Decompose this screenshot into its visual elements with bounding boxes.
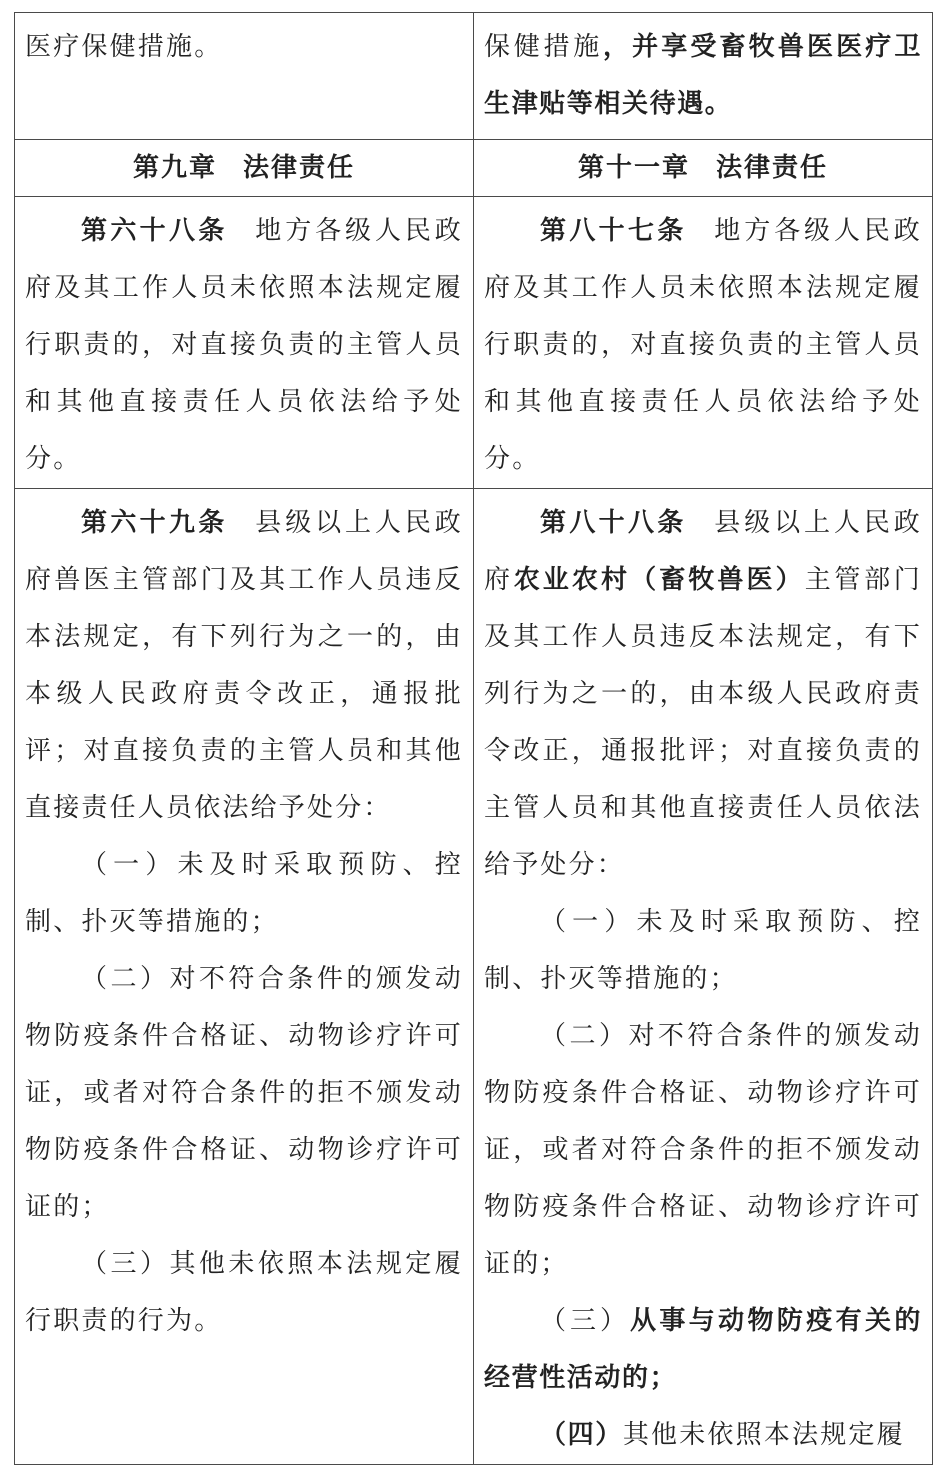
old-chapter-number: 第九章 <box>132 153 217 183</box>
article-number: 第八十七条 <box>540 216 687 246</box>
table-row <box>15 140 933 197</box>
amended-text: 从事与动物防疫有关的经营性活动的； <box>484 1306 922 1393</box>
list-item: （二）对不符合条件的颁发动物防疫条件合格证、动物诊疗许可证，或者对符合条件的拒不颁发动物防疫条件合格证、动物诊疗许可证的； <box>25 964 463 1222</box>
new-law-text <box>484 19 922 133</box>
table-row <box>15 13 933 140</box>
item-text: 其他未依照本法规定履 <box>622 1420 905 1450</box>
article-paragraph <box>25 203 463 488</box>
new-law-cell <box>474 489 933 1465</box>
old-law-cell <box>15 13 474 140</box>
article-number: 第六十八条 <box>81 216 228 246</box>
list-item <box>484 1293 922 1407</box>
new-chapter-number: 第十一章 <box>577 153 690 183</box>
new-chapter-title: 法律责任 <box>716 153 829 183</box>
article-text: 县级以上人民政府 <box>484 508 922 595</box>
amended-text: ，并享受畜牧兽医医疗卫生津贴等相关待遇。 <box>484 32 922 119</box>
new-law-cell <box>474 197 933 489</box>
old-chapter-cell <box>15 140 474 197</box>
table-row <box>15 489 933 1465</box>
item-number: （三） <box>540 1306 630 1336</box>
article-paragraph <box>25 495 463 837</box>
new-law-cell <box>474 13 933 140</box>
table-row <box>15 197 933 489</box>
old-chapter-title: 法律责任 <box>243 153 356 183</box>
list-item: （三）其他未依照本法规定履行职责的行为。 <box>25 1249 463 1336</box>
old-law-text: 医疗保健措施。 <box>25 32 223 62</box>
list-item: （一）未及时采取预防、控制、扑灭等措施的； <box>484 907 922 994</box>
article-text: 县级以上人民政府兽医主管部门及其工作人员违反本法规定，有下列行为之一的，由本级人民政府责令改正，通报批评；对直接负责的主管人员和其他直接责任人员依法给予处分： <box>25 508 463 823</box>
article-text: 地方各级人民政府及其工作人员未依照本法规定履行职责的，对直接负责的主管人员和其他直接责任人员依法给予处分。 <box>484 216 922 474</box>
amended-text: 农业农村（畜牧兽医） <box>513 565 805 595</box>
old-law-cell <box>15 197 474 489</box>
item-number: （四） <box>540 1420 623 1450</box>
article-text: 地方各级人民政府及其工作人员未依照本法规定履行职责的，对直接负责的主管人员和其他直接责任人员依法给予处分。 <box>25 216 463 474</box>
plain-text: 保健措施 <box>484 32 603 62</box>
article-paragraph <box>484 495 922 894</box>
article-text: 主管部门及其工作人员违反本法规定，有下列行为之一的，由本级人民政府责令改正，通报批评；对直接负责的主管人员和其他直接责任人员依法给予处分： <box>484 565 922 880</box>
old-law-cell <box>15 489 474 1465</box>
article-number: 第六十九条 <box>81 508 228 538</box>
article-number: 第八十八条 <box>540 508 687 538</box>
list-item: （二）对不符合条件的颁发动物防疫条件合格证、动物诊疗许可证，或者对符合条件的拒不颁发动物防疫条件合格证、动物诊疗许可证的； <box>484 1021 922 1279</box>
new-chapter-cell <box>474 140 933 197</box>
comparison-table <box>14 12 933 1465</box>
list-item <box>484 1407 922 1464</box>
list-item: （一）未及时采取预防、控制、扑灭等措施的； <box>25 850 463 937</box>
article-paragraph <box>484 203 922 488</box>
